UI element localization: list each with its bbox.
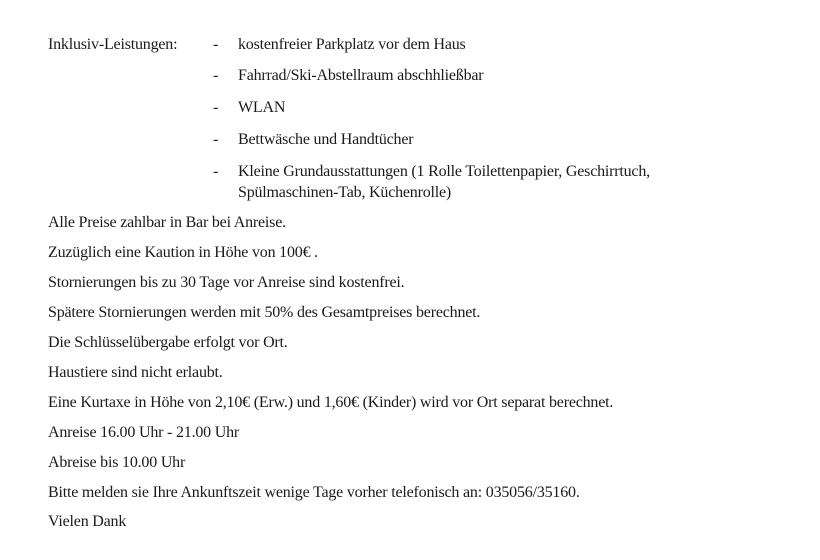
inclusion-item: kostenfreier Parkplatz vor dem Haus <box>238 36 466 53</box>
paragraph-departure: Abreise bis 10.00 Uhr <box>48 454 186 471</box>
inclusion-item: Kleine Grundausstattungen (1 Rolle Toilettenpapier, Geschirrtuch, <box>238 163 650 180</box>
paragraph-pets: Haustiere sind nicht erlaubt. <box>48 364 223 381</box>
paragraph-cancellation-free: Stornierungen bis zu 30 Tage vor Anreise sind kostenfrei. <box>48 274 405 291</box>
paragraph-thanks: Vielen Dank <box>48 513 127 530</box>
paragraph-cancellation-late: Spätere Stornierungen werden mit 50% des Gesamtpreises berechnet. <box>48 304 481 321</box>
paragraph-contact: Bitte melden sie Ihre Ankunftszeit wenige Tage vorher telefonisch an: 035056/35160. <box>48 484 580 501</box>
inclusion-item-continuation: Spülmaschinen-Tab, Küchenrolle) <box>238 184 452 201</box>
paragraph-deposit: Zuzüglich eine Kaution in Höhe von 100€ . <box>48 244 318 261</box>
bullet-dash: - <box>213 99 219 116</box>
inclusion-item: Fahrrad/Ski-Abstellraum abschhließbar <box>238 67 484 84</box>
bullet-dash: - <box>213 163 219 180</box>
inclusion-item: WLAN <box>238 99 286 116</box>
bullet-dash: - <box>213 131 219 148</box>
bullet-dash: - <box>213 36 219 53</box>
paragraph-payment: Alle Preise zahlbar in Bar bei Anreise. <box>48 214 286 231</box>
inclusion-item: Bettwäsche und Handtücher <box>238 131 414 148</box>
inclusions-label: Inklusiv-Leistungen: <box>48 36 178 53</box>
paragraph-key-handover: Die Schlüsselübergabe erfolgt vor Ort. <box>48 334 288 351</box>
paragraph-tourist-tax: Eine Kurtaxe in Höhe von 2,10€ (Erw.) und 1,60€ (Kinder) wird vor Ort separat berechnet. <box>48 394 614 411</box>
paragraph-arrival: Anreise 16.00 Uhr - 21.00 Uhr <box>48 424 240 441</box>
bullet-dash: - <box>213 67 219 84</box>
